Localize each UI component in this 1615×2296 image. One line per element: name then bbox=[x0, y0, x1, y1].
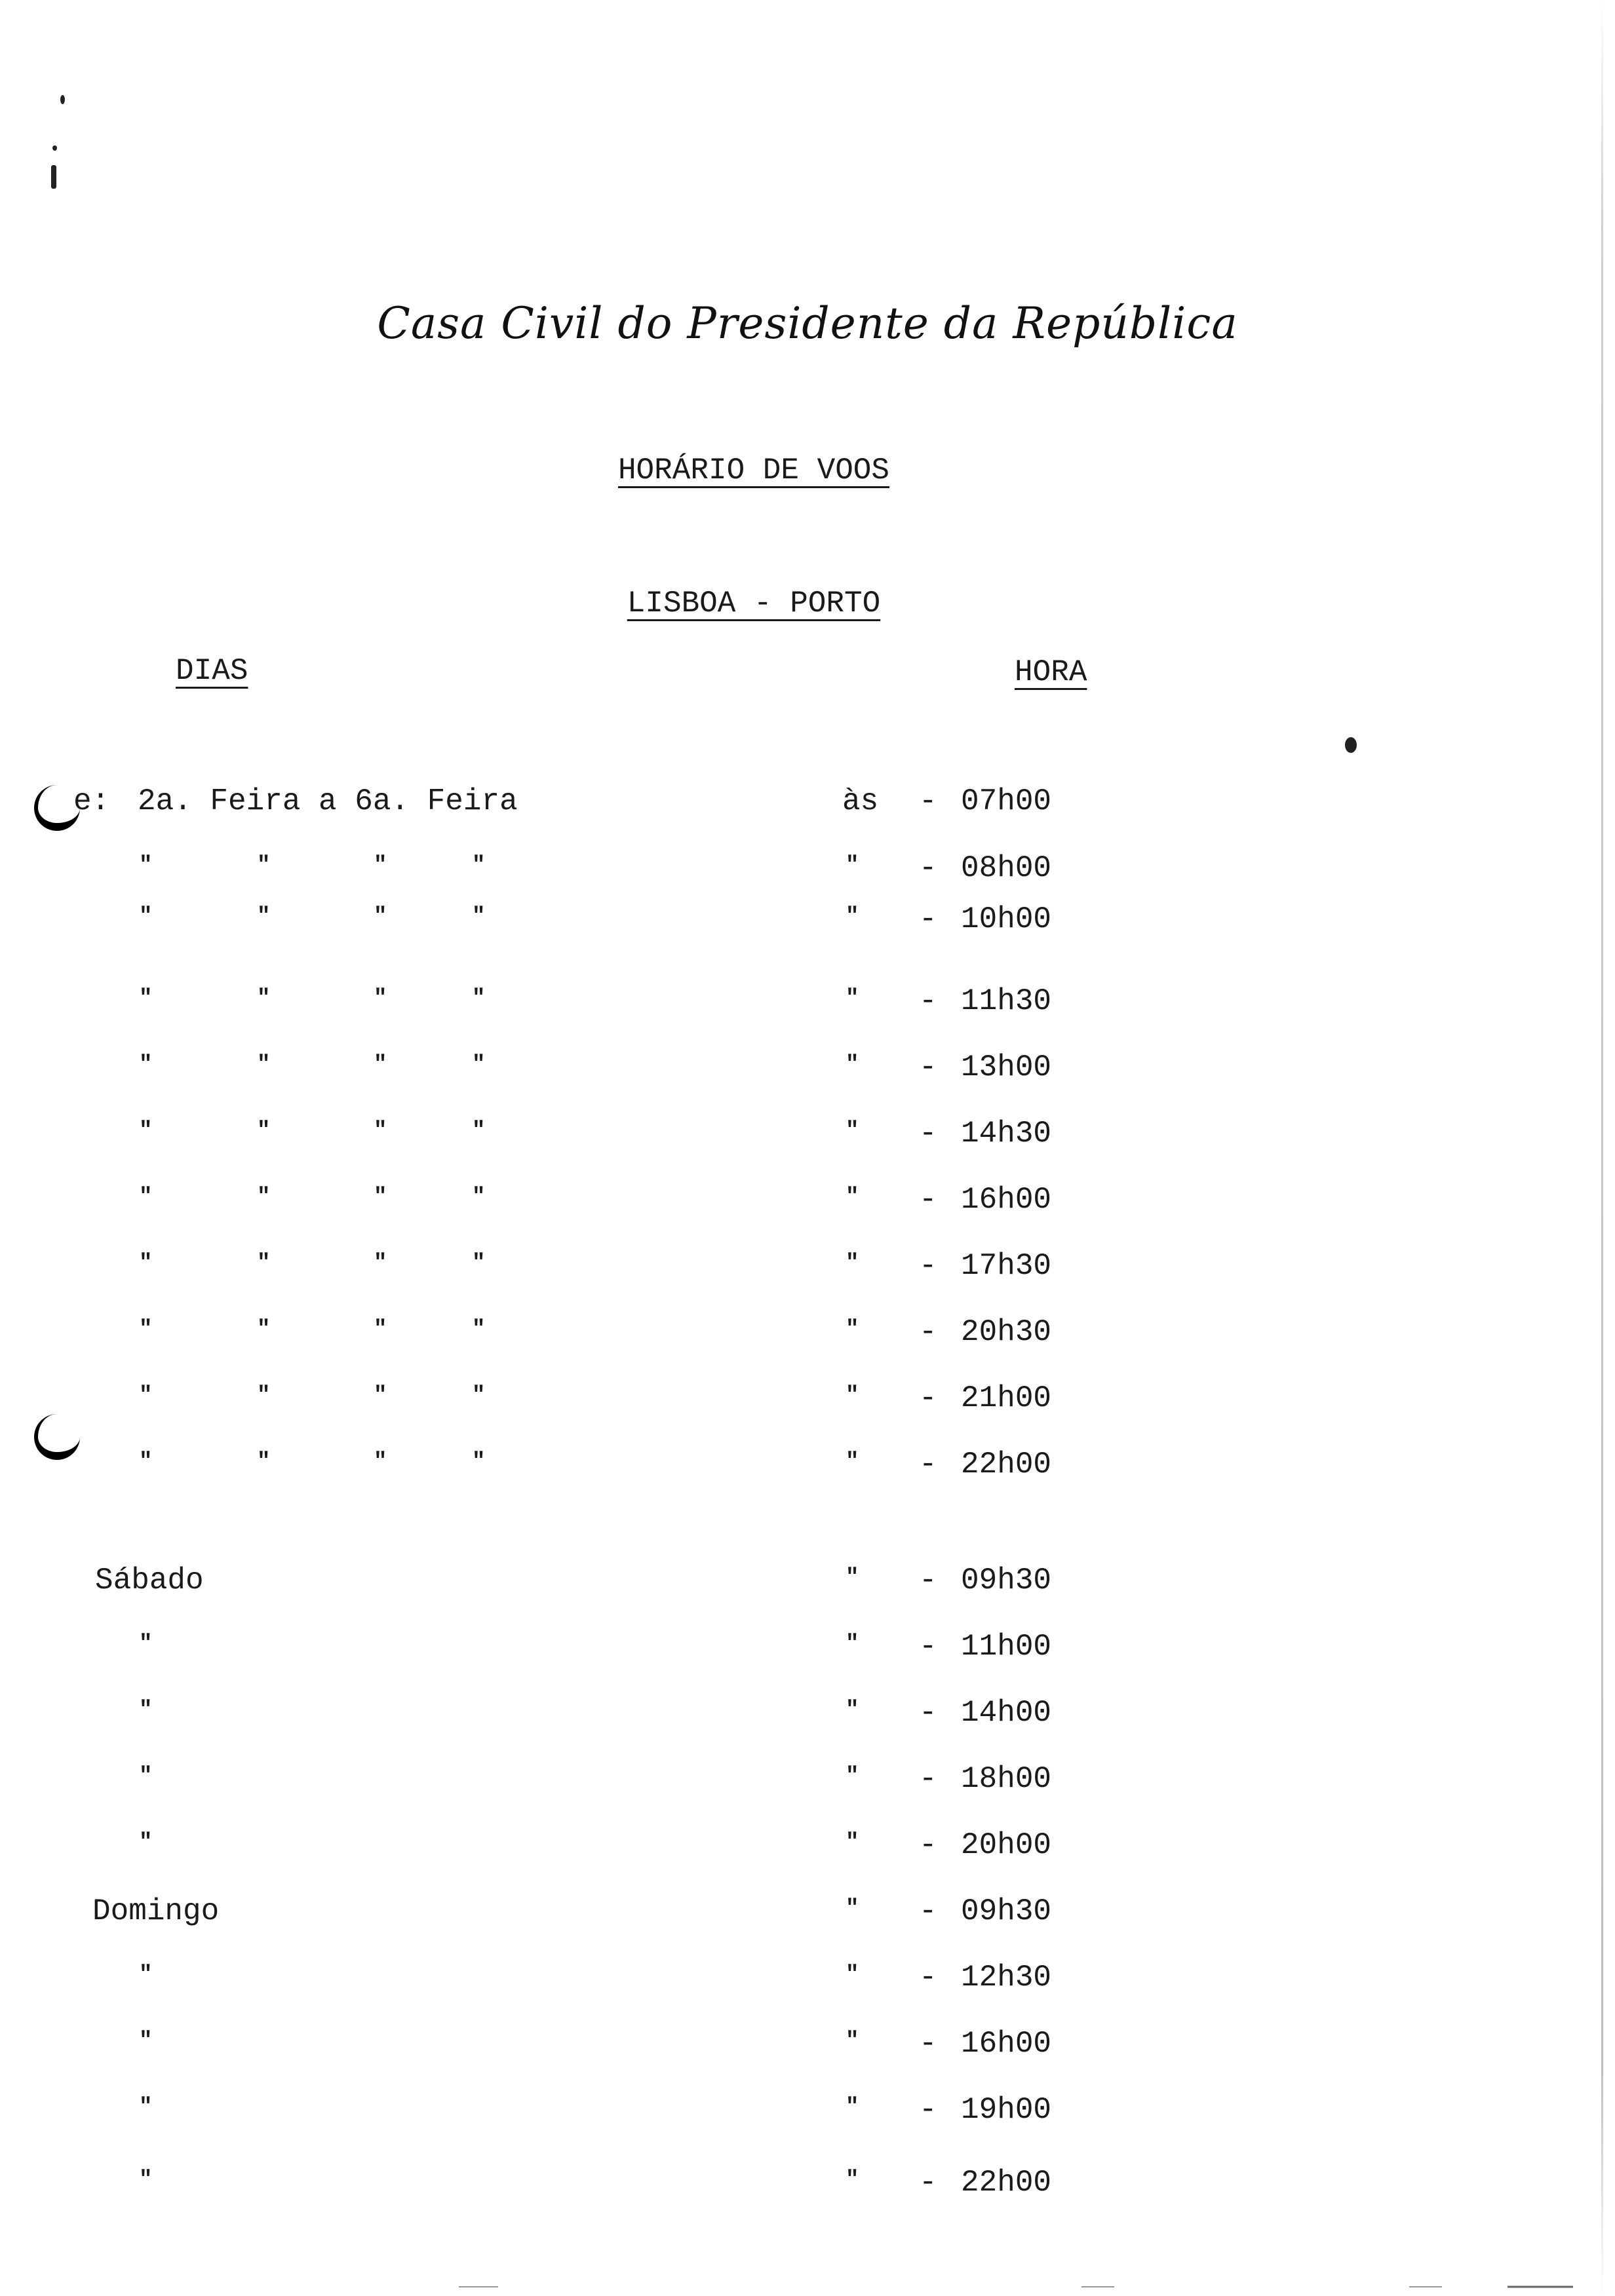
dash: - bbox=[919, 2093, 937, 2127]
flight-time: 22h00 bbox=[961, 1447, 1052, 1482]
ditto-mark: " bbox=[846, 1251, 859, 1276]
ditto-mark: " bbox=[374, 986, 387, 1011]
ditto-mark: " bbox=[374, 853, 387, 878]
column-header-days: DIAS bbox=[176, 654, 248, 688]
ditto-mark: " bbox=[374, 904, 387, 929]
ditto-mark: " bbox=[472, 1449, 486, 1474]
dash: - bbox=[919, 1696, 937, 1730]
dash: - bbox=[919, 1050, 937, 1084]
ditto-mark: " bbox=[374, 1251, 387, 1276]
ditto-mark: " bbox=[846, 2168, 859, 2192]
dash: - bbox=[919, 902, 937, 936]
first-row-connector: às bbox=[842, 784, 879, 818]
scan-speck bbox=[1345, 737, 1357, 753]
flight-time: 20h00 bbox=[961, 1828, 1052, 1862]
ditto-mark: " bbox=[374, 1317, 387, 1342]
ditto-mark: " bbox=[846, 1317, 859, 1342]
ditto-mark: " bbox=[846, 1565, 859, 1590]
flight-time: 18h00 bbox=[961, 1762, 1052, 1796]
ditto-mark: " bbox=[257, 1185, 271, 1210]
ditto-mark: " bbox=[374, 1119, 387, 1143]
route-heading-text: LISBOA - PORTO bbox=[627, 586, 881, 621]
ditto-mark: " bbox=[139, 2029, 153, 2054]
flight-time: 11h00 bbox=[961, 1630, 1052, 1664]
first-row-days: 2a. Feira a 6a. Feira bbox=[138, 784, 518, 818]
ditto-mark: " bbox=[472, 1185, 486, 1210]
dash: - bbox=[919, 1117, 937, 1151]
ditto-mark: " bbox=[472, 853, 486, 878]
column-header-hour: HORA bbox=[1015, 655, 1087, 689]
document-title-text: HORÁRIO DE VOOS bbox=[617, 453, 890, 488]
ditto-mark: " bbox=[139, 1764, 153, 1789]
ditto-mark: " bbox=[257, 853, 271, 878]
flight-time: 16h00 bbox=[961, 1183, 1052, 1217]
ditto-mark: " bbox=[846, 1632, 859, 1656]
ditto-mark: " bbox=[846, 1962, 859, 1987]
ditto-mark: " bbox=[139, 1830, 153, 1855]
ditto-mark: " bbox=[139, 1317, 153, 1342]
ditto-mark: " bbox=[139, 1383, 153, 1408]
ditto-mark: " bbox=[472, 1251, 486, 1276]
flight-time: 09h30 bbox=[961, 1894, 1052, 1928]
ditto-mark: " bbox=[139, 853, 153, 878]
first-row-prefix: e: bbox=[73, 784, 110, 818]
first-row-time: 07h00 bbox=[961, 784, 1052, 818]
ditto-mark: " bbox=[472, 1317, 486, 1342]
scan-speck bbox=[60, 95, 65, 104]
flight-time: 16h00 bbox=[961, 2027, 1052, 2061]
dash: - bbox=[919, 1381, 937, 1415]
day-label-sunday: Domingo bbox=[92, 1894, 220, 1928]
scan-speck bbox=[51, 165, 56, 189]
ditto-mark: " bbox=[139, 904, 153, 929]
ditto-mark: " bbox=[846, 1830, 859, 1855]
ditto-mark: " bbox=[139, 1251, 153, 1276]
dash: - bbox=[919, 1563, 937, 1598]
dash: - bbox=[919, 1762, 937, 1796]
ditto-mark: " bbox=[139, 1185, 153, 1210]
ditto-mark: " bbox=[374, 1449, 387, 1474]
day-label-saturday: Sábado bbox=[95, 1563, 204, 1598]
ditto-mark: " bbox=[374, 1052, 387, 1077]
ditto-mark: " bbox=[374, 1185, 387, 1210]
ditto-mark: " bbox=[257, 986, 271, 1011]
ditto-mark: " bbox=[139, 1962, 153, 1987]
ditto-mark: " bbox=[846, 986, 859, 1011]
dash: - bbox=[919, 1315, 937, 1349]
ditto-mark: " bbox=[846, 1119, 859, 1143]
ditto-mark: " bbox=[846, 853, 859, 878]
flight-time: 19h00 bbox=[961, 2093, 1052, 2127]
ditto-mark: " bbox=[472, 1383, 486, 1408]
ditto-mark: " bbox=[139, 1449, 153, 1474]
ditto-mark: " bbox=[257, 1052, 271, 1077]
ditto-mark: " bbox=[472, 1119, 486, 1143]
flight-time: 22h00 bbox=[961, 2166, 1052, 2200]
ditto-mark: " bbox=[139, 2168, 153, 2192]
ditto-mark: " bbox=[846, 1383, 859, 1408]
dash: - bbox=[919, 851, 937, 885]
ditto-mark: " bbox=[472, 986, 486, 1011]
ditto-mark: " bbox=[139, 1052, 153, 1077]
scan-speck bbox=[52, 145, 57, 151]
letterhead: Casa Civil do Presidente da República bbox=[377, 298, 1238, 349]
flight-time: 17h30 bbox=[961, 1249, 1052, 1283]
flight-time: 13h00 bbox=[961, 1050, 1052, 1084]
ditto-mark: " bbox=[257, 1119, 271, 1143]
ditto-mark: " bbox=[846, 1896, 859, 1921]
dash: - bbox=[919, 1961, 937, 1995]
flight-time: 21h00 bbox=[961, 1381, 1052, 1415]
dash: - bbox=[919, 2027, 937, 2061]
ditto-mark: " bbox=[139, 1698, 153, 1723]
ditto-mark: " bbox=[257, 904, 271, 929]
dash: - bbox=[919, 1249, 937, 1283]
ditto-mark: " bbox=[846, 904, 859, 929]
route-heading bbox=[0, 586, 1508, 621]
flight-time: 08h00 bbox=[961, 851, 1052, 885]
ditto-mark: " bbox=[374, 1383, 387, 1408]
ditto-mark: " bbox=[472, 1052, 486, 1077]
ditto-mark: " bbox=[139, 1632, 153, 1656]
ditto-mark: " bbox=[139, 2095, 153, 2120]
ditto-mark: " bbox=[846, 1698, 859, 1723]
dash: - bbox=[919, 2166, 937, 2200]
flight-time: 11h30 bbox=[961, 984, 1052, 1018]
ditto-mark: " bbox=[257, 1449, 271, 1474]
ditto-mark: " bbox=[846, 1764, 859, 1789]
flight-time: 20h30 bbox=[961, 1315, 1052, 1349]
dash: - bbox=[919, 1630, 937, 1664]
flight-time: 09h30 bbox=[961, 1563, 1052, 1598]
document-title bbox=[0, 453, 1508, 488]
dash: - bbox=[919, 1828, 937, 1862]
ditto-mark: " bbox=[846, 2095, 859, 2120]
ditto-mark: " bbox=[846, 1449, 859, 1474]
dash: - bbox=[919, 1183, 937, 1217]
ditto-mark: " bbox=[257, 1251, 271, 1276]
dash: - bbox=[919, 1894, 937, 1928]
ditto-mark: " bbox=[257, 1317, 271, 1342]
first-row-dash: - bbox=[919, 784, 937, 818]
ditto-mark: " bbox=[846, 2029, 859, 2054]
ditto-mark: " bbox=[846, 1052, 859, 1077]
flight-time: 14h00 bbox=[961, 1696, 1052, 1730]
punch-hole-mark bbox=[34, 1414, 80, 1460]
ditto-mark: " bbox=[472, 904, 486, 929]
flight-time: 12h30 bbox=[961, 1961, 1052, 1995]
ditto-mark: " bbox=[846, 1185, 859, 1210]
ditto-mark: " bbox=[139, 986, 153, 1011]
dash: - bbox=[919, 1447, 937, 1482]
scan-bottom-marks bbox=[0, 2284, 1615, 2290]
dash: - bbox=[919, 984, 937, 1018]
flight-time: 14h30 bbox=[961, 1117, 1052, 1151]
ditto-mark: " bbox=[257, 1383, 271, 1408]
ditto-mark: " bbox=[139, 1119, 153, 1143]
flight-time: 10h00 bbox=[961, 902, 1052, 936]
